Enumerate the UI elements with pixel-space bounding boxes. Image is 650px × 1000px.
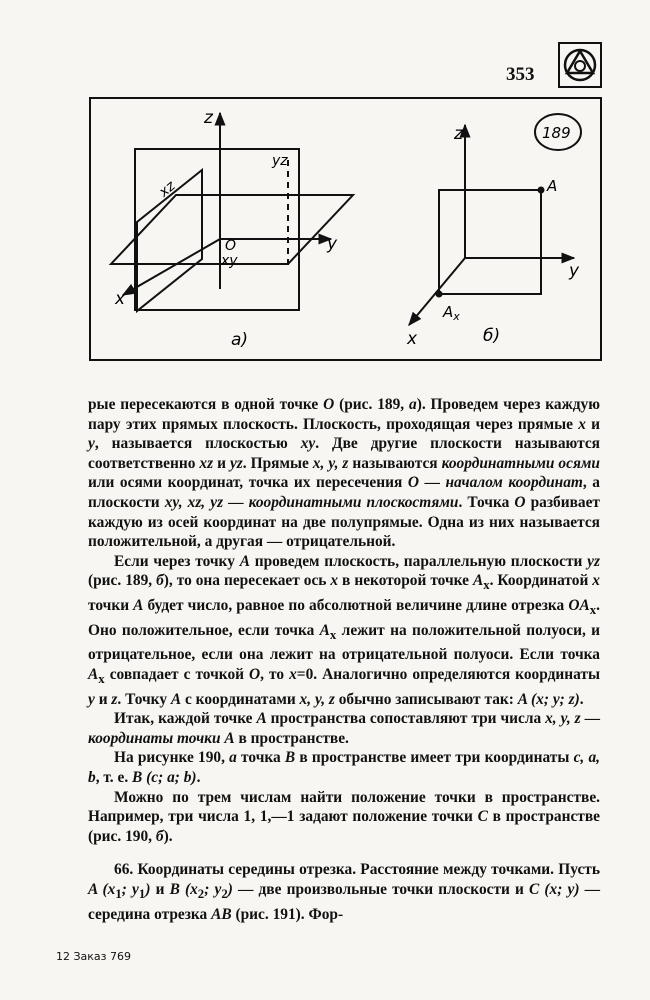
body-text — [88, 395, 600, 924]
panel-b-point-a: A — [547, 177, 558, 195]
section-66-heading: 66. Координаты середины отрезка. Расстояние между точками. — [114, 861, 555, 879]
footer-signature: 12 Заказ 769 — [56, 950, 132, 963]
panel-a-caption: а) — [231, 330, 249, 350]
figure-189-drawing — [91, 99, 600, 359]
paragraph-4: На рисунке 190, а точка B в пространстве имеет три координаты c, a, b, т. е. B (c; a; b). — [88, 749, 601, 786]
panel-a-origin: O — [225, 238, 237, 254]
paragraph-3: Итак, каждой точке A пространства сопоставляют три числа x, y, z — координаты точки A в пространстве. — [88, 710, 600, 747]
figure-189 — [89, 97, 602, 361]
circle-triangle-square-icon — [558, 42, 602, 88]
point-ax-marker — [436, 291, 443, 298]
panel-a-axis-x: x — [115, 289, 126, 309]
page-number: 353 — [506, 64, 535, 85]
panel-a-plane-xy: xy — [221, 253, 238, 269]
paragraph-2: Если через точку A проведем плоскость, параллельную плоскости yz (рис. 189, б), то она пересекает ось x в некоторой точке $A_x$. Координатой x точки A будет число, равное по абсолютной величине длине отрезка $OA_x$. Оно положительное, если точка $A_x$ лежит на положительной полуоси, и отрицательное, если она лежит на отрицательной полуоси. Если точка $A_x$ совпадает с точкой O, то x=0. Аналогично определяются координаты y и z. Точку A с координатами x, y, z обычно записывают так: A (x; y; z). — [88, 552, 600, 708]
panel-b-axis-x: x — [407, 329, 418, 349]
panel-b-point-ax: $A_x$ — [443, 303, 460, 323]
point-a-marker — [538, 187, 545, 194]
paragraph-1: рые пересекаются в одной точке O (рис. 189, а). Проведем через каждую пару этих прямых плоскость. Плоскость, проходящая через прямые x и y, называется плоскостью xy. Две другие плоскости называются соответственно xz и yz. Прямые x, y, z называются координатными осями или осями координат, точка их пересечения O — началом координат, а плоскости xy, xz, yz — координатными плоскостями. Точка O разбивает каждую из осей координат на две полупрямые. Одна из них называется положительной, а другая — отрицательной. — [88, 396, 601, 551]
panel-a-drawing — [111, 113, 353, 311]
panel-a-axis-y: y — [327, 234, 338, 254]
paragraph-5: Можно по трем числам найти положение точки в пространстве. Например, три числа 1, 1,—1 задают положение точки C в пространстве (рис. 190, б). — [88, 788, 600, 845]
panel-a-plane-xz: xz — [156, 178, 179, 201]
section-66-paragraph: 66. Координаты середины отрезка. Расстояние между точками. Пусть A ($x_1$; $y_1$) и B ($x_2$; $y_2$) — две произвольные точки плоскости и C (x; y) — середина отрезка AB (рис. 191). Фор- — [88, 861, 600, 923]
panel-b-axis-z: z — [454, 124, 463, 144]
panel-b-drawing — [409, 125, 574, 325]
figure-number: 189 — [542, 124, 571, 142]
panel-a-plane-yz: yz — [272, 153, 288, 169]
panel-b-caption: б) — [483, 326, 501, 346]
panel-b-axis-y: y — [569, 261, 580, 281]
panel-a-axis-z: z — [204, 108, 213, 128]
